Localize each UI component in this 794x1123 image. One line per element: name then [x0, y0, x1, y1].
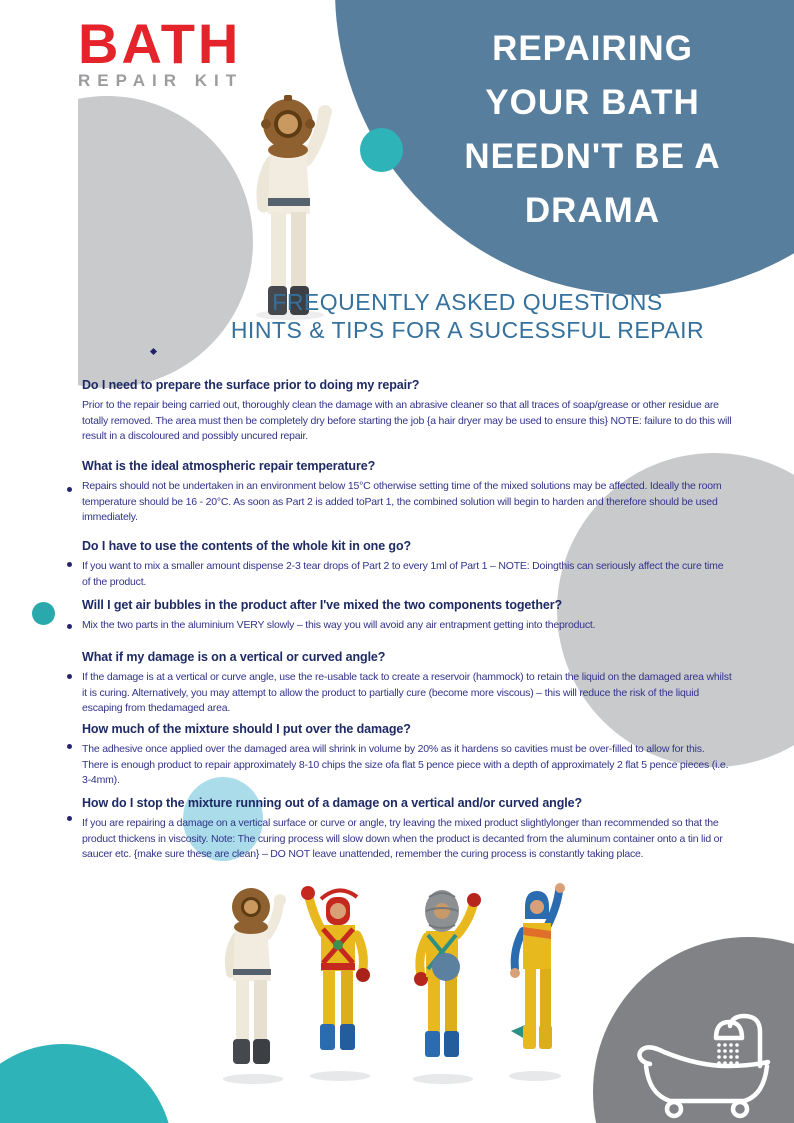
logo-subtitle: REPAIR KIT — [78, 71, 244, 90]
faq-answer-6: The adhesive once applied over the damaged area will shrink in volume by 20% as it hardens so cavities must be over-filled to allow for this. There is enough product to repair approximately 8-10 chips the size ofa flat 5 pence piece with a depth of approximately 2 flat 5 pence pieces (i.e. 3-4mm). — [82, 743, 729, 786]
faq-section-3 — [82, 539, 732, 590]
bathtub-shower-icon — [628, 1008, 788, 1120]
faq-question-4: Will I get air bubbles in the product after I've mixed the two components together? — [82, 598, 563, 612]
faq-section-2 — [82, 459, 732, 526]
faq-question-2: What is the ideal atmospheric repair temperature? — [82, 459, 376, 473]
bullet-dot — [67, 816, 72, 821]
hero-title-line-2: YOUR BATH — [485, 83, 700, 122]
hero-title-line-1: REPAIRING — [492, 29, 693, 68]
intro-line-2: HINTS & TIPS FOR A SUCESSFUL REPAIR — [230, 317, 705, 343]
hero-title-line-3: NEEDN'T BE A — [464, 137, 721, 176]
logo — [78, 12, 278, 91]
teal-dot-top — [360, 128, 403, 172]
faq-question-3: Do I have to use the contents of the whole kit in one go? — [82, 539, 412, 553]
figurine-blue-yellow — [510, 883, 565, 1049]
teal-dot-left — [32, 602, 55, 625]
faq-section-4 — [82, 598, 732, 634]
gray-halfcircle-left — [78, 96, 254, 389]
faq-section-5 — [82, 650, 732, 717]
gray-halfcircle-left-shape — [78, 96, 253, 388]
teal-circle-bottom-left — [0, 1044, 173, 1123]
faq-answer-4: Mix the two parts in the aluminium VERY slowly – this way you will avoid any air entrapment getting into theproduct. — [82, 619, 596, 631]
bullet-dot — [67, 562, 72, 567]
faq-answer-5: If the damage is at a vertical or curve angle, use the re-usable tack to create a reservoir (hammock) to retain the liquid on the damaged area whilst it is curing. Alternatively, you may attempt to allow the product to partially cure (become more viscous) – this will reduce the risk of the liquid escaping from thedamaged area. — [82, 671, 732, 714]
faq-answer-1: Prior to the repair being carried out, thoroughly clean the damage with an abrasive cleaner so that all traces of soap/grease or other residue are totally removed. The area must then be completely dry before starting the job {a hair dryer may be used to ensure this} NOTE: failure to do this will result in a discoloured and possibly uncured repair. — [82, 399, 732, 442]
intro-heading — [200, 288, 735, 344]
bullet-dot — [67, 624, 72, 629]
faq-question-5: What if my damage is on a vertical or curved angle? — [82, 650, 386, 664]
shower-water-dots — [717, 1043, 739, 1065]
faq-section-6 — [82, 722, 732, 789]
faq-answer-3: If you want to mix a smaller amount dispense 2-3 tear drops of Part 2 to every 1ml of Part 1 – NOTE: Doingthis can seriously affect the cure time of the product. — [82, 560, 724, 588]
faq-answer-7: If you are repairing a damage on a vertical surface or curve or angle, try leaving the mixed product slightlylonger than recommended so that the product thickens in viscosity. Note: The curing process will slow down when the product is decanted from the aluminum container onto a tin lid or saucer etc. {make sure these are clean} – DO NOT leave unattended, remember the curing process is constantly taking place. — [82, 817, 723, 860]
hero-title-line-4: DRAMA — [524, 191, 661, 230]
faq-section-1 — [82, 378, 732, 445]
faq-question-1: Do I need to prepare the surface prior to doing my repair? — [82, 378, 420, 392]
blue-dot-figures — [432, 953, 460, 981]
figurine-group — [205, 883, 585, 1098]
bullet-dot — [67, 487, 72, 492]
bullet-dot — [67, 674, 72, 679]
figurine-red-helmet — [301, 886, 370, 1050]
figurine-diver — [230, 888, 286, 1064]
logo-title: BATH — [78, 12, 242, 75]
faq-question-7: How do I stop the mixture running out of a damage on a vertical and/or curved angle? — [82, 796, 582, 810]
bullet-dot — [67, 744, 72, 749]
intro-line-1: FREQUENTLY ASKED QUESTIONS — [272, 289, 663, 315]
faq-section-7 — [82, 796, 732, 863]
hero-title — [420, 22, 765, 238]
faq-answer-2: Repairs should not be undertaken in an environment below 15°C otherwise setting time of the mixed solutions may be affected. Ideally the room temperature should be 16 - 20°C. As soon as Part 2 is added toPart 1, the combined solution will begin to harden and therefore should be used immediately. — [82, 480, 722, 523]
faq-question-6: How much of the mixture should I put over the damage? — [82, 722, 411, 736]
